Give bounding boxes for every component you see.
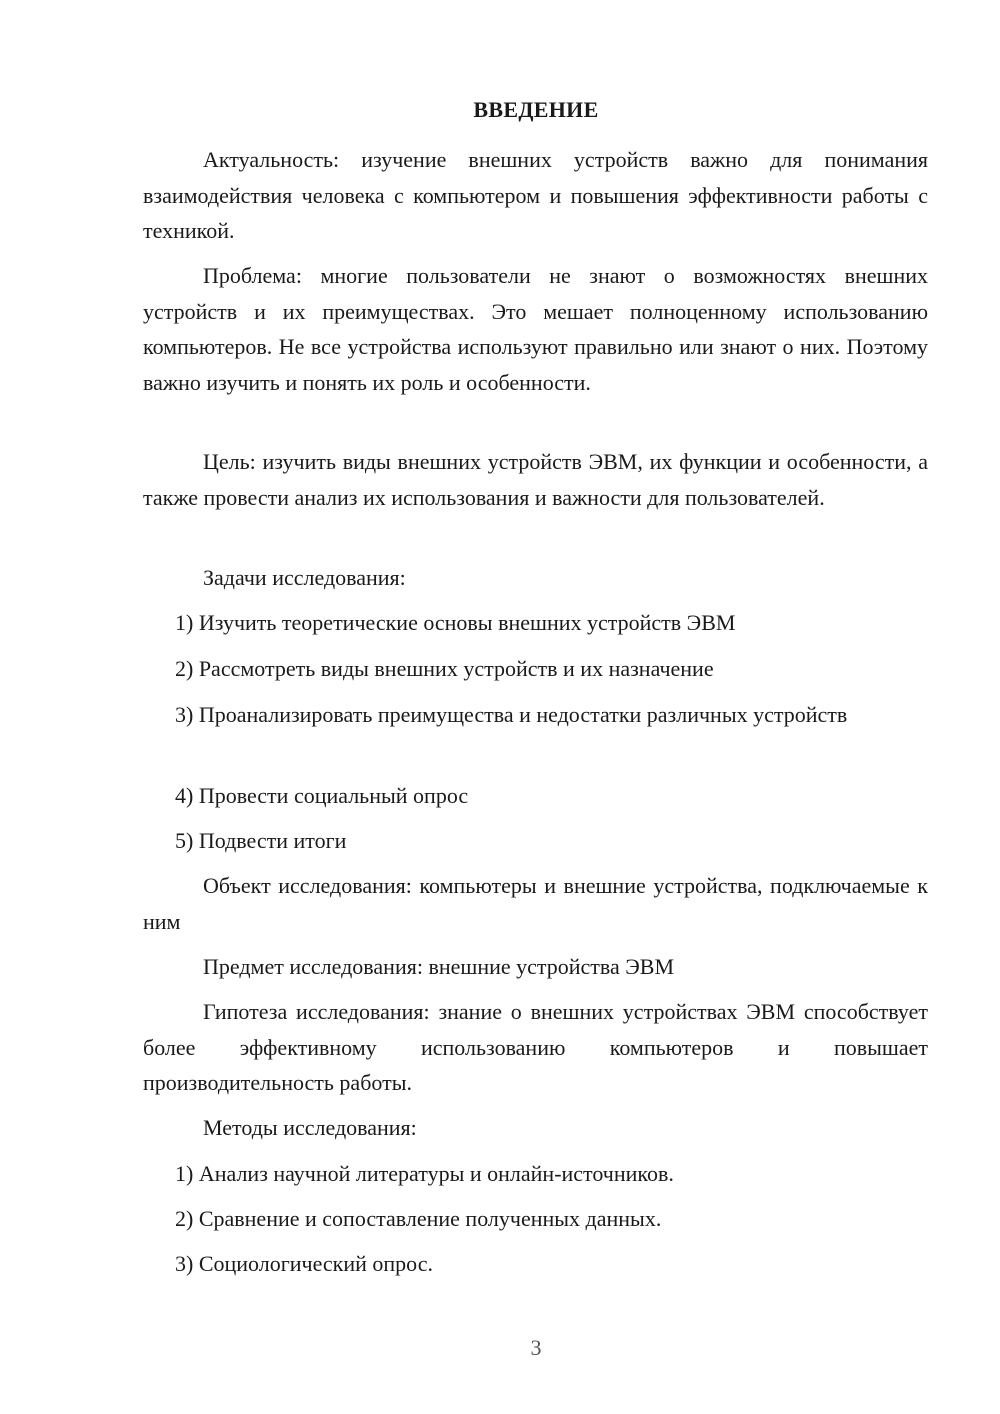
goal-paragraph: Цель: изучить виды внешних устройств ЭВМ, их функции и особенности, а также провести анализ их использования и важности для пользователей.: [143, 449, 928, 510]
hypothesis-paragraph: Гипотеза исследования: знание о внешних устройствах ЭВМ способствует более эффективному использованию компьютеров и повышает производительность работы.: [143, 999, 928, 1095]
page-number: 3: [530, 1335, 542, 1360]
method-item: 3) Социологический опрос.: [175, 1251, 433, 1276]
method-item: 1) Анализ научной литературы и онлайн-источников.: [175, 1161, 674, 1186]
page-title: ВВЕДЕНИЕ: [473, 97, 599, 122]
task-item: 2) Рассмотреть виды внешних устройств и их назначение: [175, 656, 714, 681]
task-item: 3) Проанализировать преимущества и недостатки различных устройств: [175, 702, 848, 727]
task-item: 1) Изучить теоретические основы внешних устройств ЭВМ: [175, 610, 736, 635]
object-paragraph: Объект исследования: компьютеры и внешние устройства, подключаемые к ним: [143, 873, 928, 934]
problem-paragraph: Проблема: многие пользователи не знают о возможностях внешних устройств и их преимуществах. Это мешает полноценному использованию компьютеров. Не все устройства используют правильно или знают о них. Поэтому важно изучить и понять их роль и особенности.: [143, 263, 928, 395]
relevance-paragraph: Актуальность: изучение внешних устройств важно для понимания взаимодействия человека с компьютером и повышения эффективности работы с техникой.: [143, 147, 928, 243]
methods-heading: Методы исследования:: [203, 1115, 417, 1140]
task-item: 5) Подвести итоги: [175, 828, 347, 853]
method-item: 2) Сравнение и сопоставление полученных данных.: [175, 1206, 662, 1231]
task-item: 4) Провести социальный опрос: [175, 783, 469, 808]
tasks-heading: Задачи исследования:: [203, 565, 406, 590]
subject-paragraph: Предмет исследования: внешние устройства ЭВМ: [203, 954, 675, 979]
